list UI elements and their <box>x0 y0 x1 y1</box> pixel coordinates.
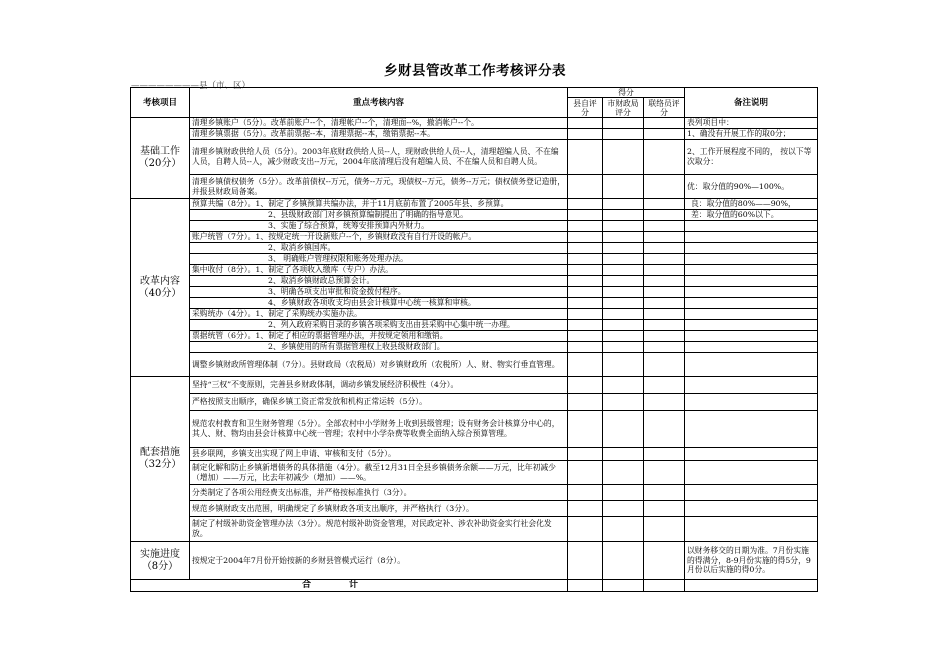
category-reform-points: （40分） <box>138 287 182 299</box>
content-row: 清理乡镇债权债务（5分）。改革前债权--万元，债务--万元，现债权--万元，债务--万元；债权债务登记造册，并报县财政局备案。 <box>190 175 568 199</box>
header-category: 考核项目 <box>131 88 190 118</box>
category-progress <box>131 542 190 580</box>
content-row: 2、取消乡镇国库。 <box>190 243 568 254</box>
content-row: 清理乡镇财政供给人员（5分）。2003年底财政供给人员--人，现财政供给人员--人，清理超编人员、不在编人员，自聘人员--人，减少财政支出--万元，2004年底清理后没有超编人员、不在编人员和自聘人员。 <box>190 140 568 175</box>
content-row: 预算共编（8分）。1、制定了乡镇预算共编办法，并于11月底前布置了2005年县、乡预算。 <box>190 199 568 210</box>
content-row: 票据统管（6分）。1、制定了相应的票据管理办法，并按规定领用和缴销。 <box>190 331 568 342</box>
header-content: 重点考核内容 <box>190 88 568 118</box>
content-row: 制定化解和防止乡镇新增债务的具体措施（4分）。截至12月31日全县乡镇债务余额——万元，比年初减少（增加）——万元，比去年初减少（增加）——%。 <box>190 461 568 485</box>
content-row: 按规定于2004年7月份开始按新的乡财县管模式运行（8分）。 <box>190 542 568 580</box>
content-row: 县乡联网，乡镇支出实现了网上申请、审核和支付（5分）。 <box>190 448 568 461</box>
content-row: 2、列入政府采购目录的乡镇各项采购支出由县采购中心集中统一办理。 <box>190 320 568 331</box>
content-row: 规范农村教育和卫生财务管理（5分）。全部农村中小学财务上收到县级管理；设有财务会计核算分中心的，其人、财、物均由县会计核算中心统一管理；农村中小学杂费等收费全面纳入综合预算管理。 <box>190 411 568 448</box>
content-row: 3、实施了综合预算，统筹安排预算内外财力。 <box>190 221 568 232</box>
remark-line: 2、工作开展程度不同的， 按以下等次取分： <box>685 140 818 175</box>
content-row: 3、 明确账户管理权限和账务处理办法。 <box>190 254 568 265</box>
category-support <box>131 377 190 542</box>
header-liaison-score: 联络员评分 <box>644 98 685 118</box>
category-support-points: （32分） <box>138 459 182 470</box>
content-row: 调整乡镇财政所管理体制（7分）。县财政局（农税局）对乡镇财政所（农税所）人、财、物实行垂直管理。 <box>190 353 568 377</box>
content-row: 清理乡镇票据（5分）。改革前票据--本，清理票据--本，缴销票据--本。 <box>190 129 568 140</box>
category-basic-title: 基础工作 <box>140 146 180 157</box>
category-progress-points: （8分） <box>141 560 179 572</box>
total-label: 合计 <box>131 580 568 592</box>
content-row: 清理乡镇账户（5分）。改革前账户--个，清理帐户--个，清理面--%，撤消帐户--个。 <box>190 118 568 129</box>
content-row: 2、取消乡镇财政总预算会计。 <box>190 276 568 287</box>
score-table <box>130 87 818 592</box>
content-row: 4、乡镇财政各项收支均由县会计核算中心统一核算和审核。 <box>190 298 568 309</box>
content-row: 坚持“三权”不变原则，完善县乡财政体制，调动乡镇发展经济积极性（4分）。 <box>190 377 568 394</box>
category-basic-points: （20分） <box>138 158 182 169</box>
remark-line: 优：取分值的90%—100%。 <box>685 175 818 199</box>
header-remarks: 备注说明 <box>685 88 818 118</box>
category-reform-title: 改革内容 <box>140 275 180 287</box>
remark-line: 差：取分值的60%以下。 <box>685 210 818 221</box>
remark-line: 良：取分值的80%——90%， <box>685 199 818 210</box>
category-basic <box>131 118 190 199</box>
content-row: 规范乡镇财政支出范围，明确规定了乡镇财政各项支出顺序，并严格执行（3分）。 <box>190 501 568 517</box>
progress-remark: 以财务移交的日期为准。7月份实施的得满分，8-9月份实施的得5分，9月份以后实施的得0分。 <box>685 542 818 580</box>
county-label: ————————县（市、区） <box>131 81 251 91</box>
remark-line: 1、确没有开展工作的取0分； <box>685 129 818 140</box>
header-self-score: 县自评分 <box>568 98 603 118</box>
header-score: 得分 <box>568 88 685 98</box>
content-row: 账户统管（7分）。1、按规定统一开设新账户--个，乡镇财政没有自行开设的帐户。 <box>190 232 568 243</box>
content-row: 制定了村级补助资金管理办法（3分）。规范村级补助资金管理，对民政定补、涉农补助资金实行社会化发放。 <box>190 517 568 542</box>
content-row: 2、县级财政部门对乡镇预算编制提出了明确的指导意见。 <box>190 210 568 221</box>
content-row: 2、乡镇使用的所有票据管理权上收县级财政部门。 <box>190 342 568 353</box>
category-reform <box>131 199 190 377</box>
remark-line: 表列项目中： <box>685 118 818 129</box>
category-support-title: 配套措施 <box>140 447 180 458</box>
category-progress-title: 实施进度 <box>140 548 180 560</box>
content-row: 严格按照支出顺序，确保乡镇工资正常发放和机构正常运转（5分）。 <box>190 394 568 411</box>
content-row: 集中收付（8分）。1、制定了各项收入缴库（专户）办法。 <box>190 265 568 276</box>
content-row: 采购统办（4分）。1、制定了采购统办实施办法。 <box>190 309 568 320</box>
page-title: 乡财县管改革工作考核评分表 <box>384 63 566 79</box>
content-row: 分类制定了各项公用经费支出标准，并严格按标准执行（3分）。 <box>190 485 568 501</box>
header-city-score: 市财政局评分 <box>603 98 644 118</box>
content-row: 3、明确各项支出审批和资金拨付程序。 <box>190 287 568 298</box>
